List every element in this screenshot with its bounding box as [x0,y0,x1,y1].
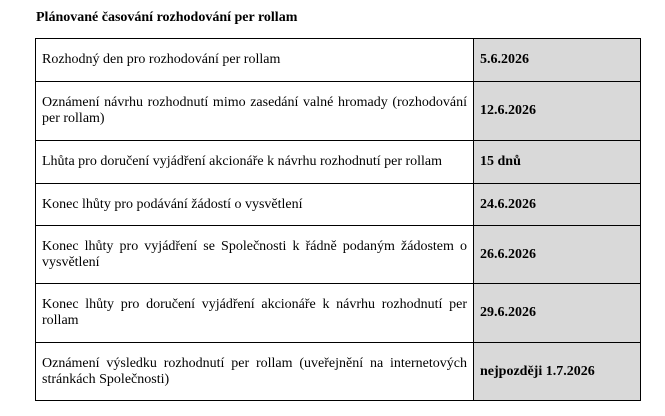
row-label: Konec lhůty pro doručení vyjádření akcionáře k návrhu rozhodnutí per rollam [36,284,474,343]
table-row [36,226,641,284]
schedule-table [35,38,641,401]
table-row [36,141,641,184]
row-value: 5.6.2026 [474,39,641,82]
row-value: 24.6.2026 [474,184,641,226]
row-value: 26.6.2026 [474,226,641,284]
row-value: 12.6.2026 [474,82,641,141]
document-title: Plánované časování rozhodování per rollam [36,10,298,25]
row-label: Lhůta pro doručení vyjádření akcionáře k návrhu rozhodnutí per rollam [36,141,474,184]
table-row [36,39,641,82]
row-value: 15 dnů [474,141,641,184]
row-label: Rozhodný den pro rozhodování per rollam [36,39,474,82]
row-label: Konec lhůty pro podávání žádostí o vysvětlení [36,184,474,226]
table-row [36,184,641,226]
row-value: nejpozději 1.7.2026 [474,343,641,401]
table-row [36,343,641,401]
row-label: Konec lhůty pro vyjádření se Společnosti k řádně podaným žádostem o vysvětlení [36,226,474,284]
row-label: Oznámení návrhu rozhodnutí mimo zasedání valné hromady (rozhodování per rollam) [36,82,474,141]
row-label: Oznámení výsledku rozhodnutí per rollam (uveřejnění na internetových stránkách Společnosti) [36,343,474,401]
table-row [36,284,641,343]
row-value: 29.6.2026 [474,284,641,343]
table-row [36,82,641,141]
